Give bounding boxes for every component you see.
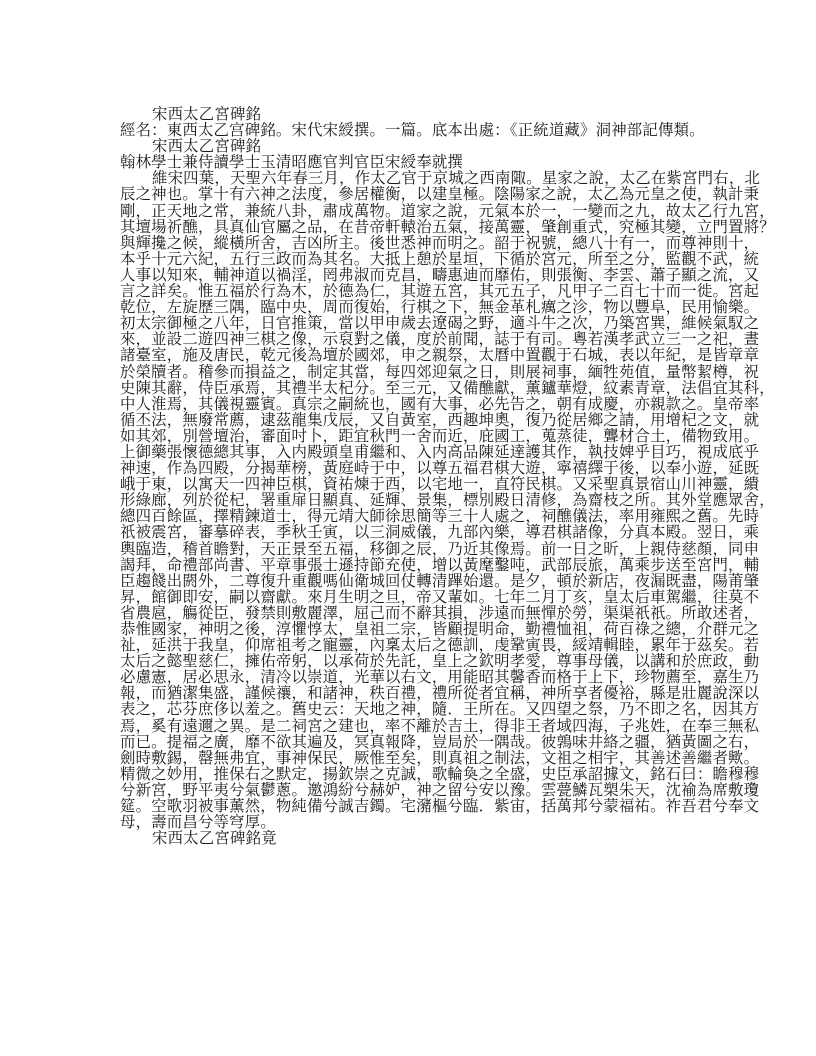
- body-line: 省農扈，觴從臣，發禁則敷麗澤，屈己而不辭其損，涉遠而無憚於勞，渠渠祇祇。所敢述者，: [120, 603, 760, 622]
- document-title: 宋西太乙宮碑銘: [152, 105, 262, 123]
- body-line: 焉，奚有遠邇之異。是二祠宮之建也，率不離於吉土，得非王者域四海，子兆姓，在奉三無私: [120, 716, 760, 735]
- body-line: 上御藥張懷德總其事，入内殿頭皇甫繼和、入内高品陳延達護其作，執技婢乎目巧，視成底乎: [120, 442, 760, 461]
- body-line: 史陳其辭，侍臣承焉，其禮半太杞分。至三元，又備醮獻，薰鑪華燈，紋素青章，法倡宜其科，: [120, 378, 775, 397]
- body-line: 祉，延洪于我皇，仰席祖考之寵靈，內稟太后之德訓，虔鞏寅畏，綏靖輯睦，累年于茲矣。若: [120, 636, 760, 655]
- body-line: 筵。空歌羽被事薰然，物純備兮誠吉鐲。宅瀦樞兮臨．紫宙，括萬邦兮蒙福祐。祚吾君兮奉文: [120, 797, 760, 816]
- body-line: 其壇場祈醮，具真仙官屬之品，在昔帝軒轅治五氣，接萬靈，肇創重式，究極其變，立門置將？: [120, 217, 775, 236]
- body-line: 乾位，左旋歷三隅，臨中央，周而復始，行棋之下，無金革札癘之沴，物以豐阜，民用愉樂。: [120, 298, 760, 317]
- body-line: 臣趨餞出閼外，二尊復升重觀嗎仙衛城回仗轉清蹕始還。是夕，頓於新店，夜漏既盡，陽莆肇: [120, 571, 760, 590]
- body-line: 神速，作為四殿，分揭華榜，黃庭峙于中，以尊五福君棋大遊，寧禧繹于後，以奉小遊，延既: [120, 459, 760, 478]
- body-line: 本乎十元六紀，五行三政而為其名。大抵上憩於星垣，下循於宮元，所至之分，監觀不武，統: [120, 249, 760, 268]
- body-line: 與輝攙之候，縱橫所舍，吉凶所主。後世悉神而明之。韶于祝號，總八十有一，而尊神則十，: [120, 233, 760, 252]
- body-line: 中人淮焉，其儀視靈賓。真宗之嗣統也，國有大事，必先告之，朝有成慶，亦親款之。皇帝率: [120, 394, 760, 413]
- body-line: 峨于東，以寓天一四神臣棋，資祐煉于西，以宅地一，直符民棋。又采聖真景宿山川神靈，繢: [120, 475, 760, 494]
- body-line: 維宋四葉，天聖六年春三月，作太乙官于京城之西南陬。星家之說，太乙在紫宮門右，北: [152, 169, 761, 188]
- body-line: 母，壽而昌兮等穹厚。: [120, 813, 276, 832]
- body-line: 諸臺室，施及唐民，乾元後為壇於國郊，申之親祭，太曆中置觀于石城，表以年紀，是皆章章: [120, 346, 760, 365]
- body-text: [120, 169, 775, 832]
- closing-line: 宋西太乙宮碑銘竟: [152, 829, 277, 848]
- body-line: 劍時敷錫，罄無弗宜，事神保民，厥惟至矣，則真祖之制法，文祖之相宇，其善述善繼者歟。: [120, 748, 760, 767]
- document-page: [120, 105, 775, 848]
- body-line: 初太宗御極之八年，日官推策，當以甲申歲去遼碣之野，適斗牛之次，乃築宮巽，維候氣馭之: [120, 314, 760, 333]
- body-line: 如其郊，別營壇治，審面吋卜，距宜秋門一舍而近，庇國工，蒐蒸徒，聾材合土，備物致用。: [120, 426, 760, 445]
- body-line: 太后之懿聖慈仁，擁佑帝躬，以承荷於先託，皇上之欽明孝愛，尊事母儀，以講和於庶政，動: [120, 652, 760, 671]
- body-line: 必慮憲，居必思永，清冷以崇道，光華以右文，用能昭其馨香而格于上下，珍物薦至，嘉生乃: [120, 668, 760, 687]
- body-line: 恭惟國家，神明之後，淳懼惇太，皇祖二宗，皆顧提明命，勤禮恤祖，荷百祿之總，介群元之: [120, 620, 760, 638]
- body-line: 輿臨造，稽首瞻對，天正景至五福，移御之辰，乃近其像焉。前一日之昕，上親侍慈顏，同申: [120, 539, 760, 558]
- body-line: 謁拜，命禮部尚書、平章事張士遜持節充使，增以黃麾鑿吨，武部辰旅，萬乘步送至宮門，輔: [120, 555, 760, 574]
- body-line: 總四百餘區，擇精鍊道士，得元靖大師徐思簡等三十人處之，祠醮儀法，率用雍熙之舊。先時: [120, 507, 760, 526]
- body-line: 於榮牘者。稽參而損益之，制定其當，每四郊迎氣之日，則展祠事，緬牲苑值，量幣絜樽，祝: [120, 362, 760, 381]
- document-subtitle: 宋西太乙宮碑銘: [152, 137, 262, 156]
- body-line: 剛，正天地之常，兼統八卦，肅成萬物。道家之說，元氣本於一，一變而之九，故太乙行九宮，: [120, 201, 775, 220]
- body-line: 兮新宮，野平夷兮氣鬱蔥。邀鴻紛兮赫妒，神之留兮安以豫。雲甍鱗瓦槊朱天，沈褕為席敷瓊: [120, 780, 760, 799]
- body-line: 祇被震宮，審摹碎表，季秋壬寅，以三洞威儀，九部內樂，導君棋諸像，分真本殿。翌日，乘: [120, 523, 760, 542]
- body-line: 循丕法，無廢常薦，逮茲龍集戊辰，又自黃室，西趣坤奧，復乃從居鄉之請，用增杞之文，就: [120, 410, 760, 429]
- body-line: 來，並設二遊四神三棋之像，示裒對之儀，度於前聞，誌于有司。粵若漢孝武立三一之祀，晝: [120, 330, 760, 349]
- body-line: 言之詳矣。惟五福於行為木，於德為仁，其遊五宮，其元五子，凡甲子二百七十而一徙。宮起: [120, 282, 760, 301]
- body-line: 報，而猶潔集盛，謹候禳，和諸神，秩百禮，禮所從者宜稱，神所享者優裕，縣是壯麗說深以: [120, 684, 760, 703]
- body-line: 昇，館御即安，嗣以齋獻。來月生明之旦，帝又輩如。七年二月丁亥，皇太后車駕繼，往莫不: [120, 587, 760, 606]
- author-line: 翰林學士兼侍讀學士玉清昭應官判官臣宋綬奉就撰: [120, 153, 463, 172]
- catalog-line: 經名：東西太乙宫碑銘。宋代宋綬撰。一篇。底本出處：《正統道藏》洞神部記傳類。: [120, 121, 705, 140]
- body-line: 形綠廊，列於從杞，署重扉日顯真、延輝、景集，標別殿日清修，為齋枝之所。其外堂應眾舍，: [120, 491, 775, 510]
- body-line: 表之，芯芬庶侈以羞之。舊史云：天地之神，隨．王所在。又四望之祭，乃不即之名，因其方: [120, 700, 760, 719]
- body-line: 人事以知來，輔神道以禍淫，罔弗淑而克昌，疇惠迪而靡佑，則張衡、李雲、蕭子顯之流，又: [120, 265, 760, 284]
- body-line: 精微之妙用，推保右之默定，揚欽崇之克誠，歌輪奐之全盛，史臣承詔據文，銘石曰：瞻穆穆: [120, 764, 760, 783]
- body-line: 而已。提福之廣，靡不欲其遍及，冥真報降，豈局於一隅哉。彼鶉味井絡之疆，猶黃圖之右，: [120, 732, 760, 751]
- body-line: 辰之神也。掌十有六神之法度，參居權衡，以建皇極。陰陽家之說，太乙為元皇之使，執計秉: [120, 185, 760, 204]
